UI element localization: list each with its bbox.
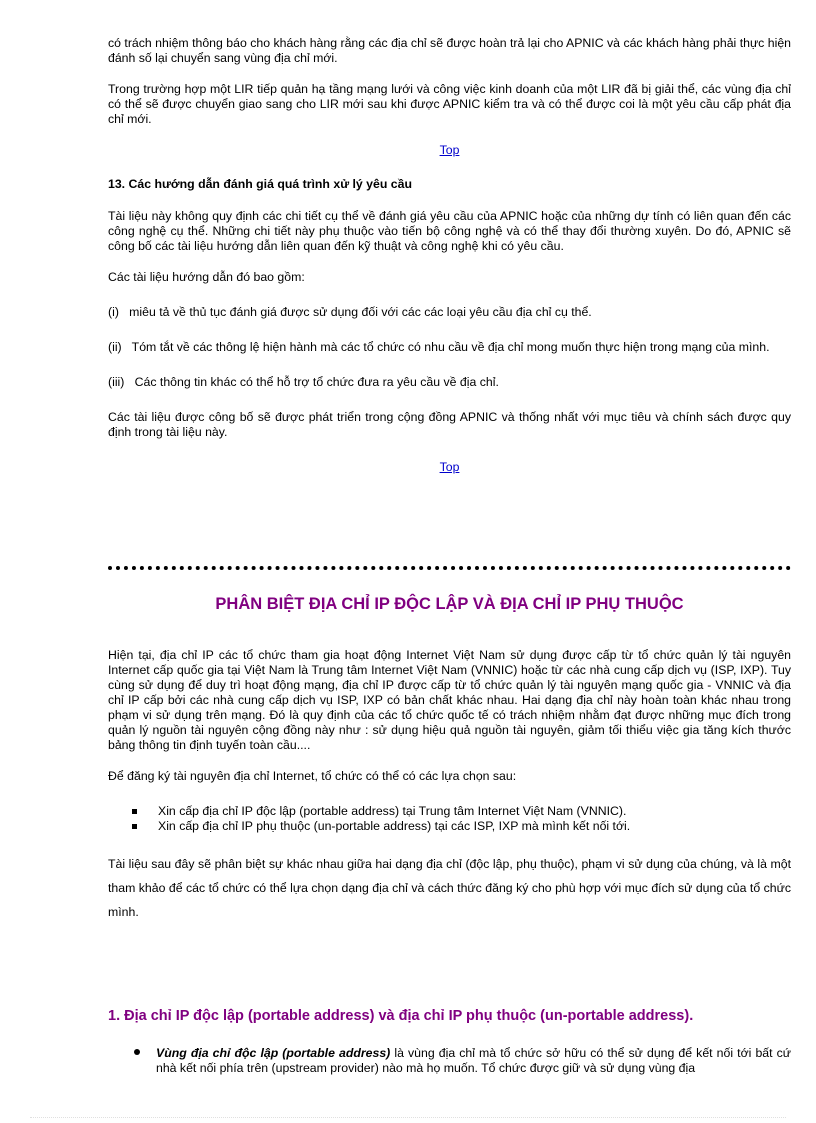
top-link[interactable]: Top [439,460,460,474]
page-bottom-border [30,1117,786,1118]
upper-section [108,36,791,475]
bullet-body: là vùng địa chỉ mà tổ chức sở hữu có thể sử dụng để kết nối tới bất cứ nhà kết nối phía trên (upstream provider) nào mà họ muốn. Tổ chức được giữ và sử dụng vùng địa [156,1046,792,1075]
section-13-heading: 13. Các hướng dẫn đánh giá quá trình xử lý yêu cầu [108,177,412,191]
bullet-portable-definition [156,1046,791,1076]
paragraph-publication: Các tài liệu được công bố sẽ được phát triển trong cộng đồng APNIC và thống nhất với mục tiêu và chính sách được quy định trong tài liệu này. [108,410,791,439]
top-link-container-2 [108,460,791,475]
paragraph-guidelines: Tài liệu này không quy định các chi tiết cụ thể về đánh giá yêu cầu của APNIC hoặc của những dự tính có liên quan đến các công nghệ cụ thể. Những chi tiết này phụ thuộc vào tiến bộ công nghệ và có thể thay đổi thường xuyên. Do đó, APNIC sẽ công bố các tài liệu hướng dẫn liên quan đến kỹ thuật và công nghệ khi có yêu cầu. [108,209,791,253]
bullet-icon [134,1049,140,1055]
main-section [108,648,791,924]
top-link-container-1 [108,143,791,158]
paragraph-guidelines-include: Các tài liệu hướng dẫn đó bao gồm: [108,270,305,284]
list-item-iii: (iii) Các thông tin khác có thể hỗ trợ tổ chức đưa ra yêu cầu về địa chỉ. [108,375,499,389]
options-list [108,804,791,834]
top-link[interactable]: Top [439,143,460,157]
page-title: PHÂN BIỆT ĐỊA CHỈ IP ĐỘC LẬP VÀ ĐỊA CHỈ IP PHỤ THUỘC [215,595,684,613]
list-item-ii: (ii) Tóm tắt về các thông lệ hiện hành mà các tổ chức có nhu cầu về địa chỉ mong muốn thực hiện trong mạng của mình. [108,340,770,354]
list-item-i: (i) miêu tả về thủ tục đánh giá được sử dụng đối với các các loại yêu cầu địa chỉ cụ thể. [108,305,592,319]
bullet-term: Vùng địa chỉ độc lập (portable address) [156,1046,391,1060]
paragraph-lir-takeover: Trong trường hợp một LIR tiếp quản hạ tầng mạng lưới và công việc kinh doanh của một LIR đã bị giải thể, các vùng địa chỉ có thể sẽ được chuyển giao sang cho LIR mới sau khi được APNIC kiểm tra và có thể được coi là một yêu cầu cấp phát địa chỉ mới. [108,82,791,126]
paragraph-closing: Tài liệu sau đây sẽ phân biệt sự khác nhau giữa hai dạng địa chỉ (độc lập, phụ thuộc), phạm vi sử dụng của chúng, và là một tham khảo để các tổ chức có thể lựa chọn dạng địa chỉ và cách thức đăng ký cho phù hợp với mục đích sử dụng của tổ chức mình. [108,857,791,919]
dotted-divider [108,566,791,570]
paragraph-intro: Hiện tại, địa chỉ IP các tổ chức tham gia hoạt động Internet Việt Nam sử dụng được cấp từ tổ chức quản lý tài nguyên Internet cấp quốc gia tại Việt Nam là Trung tâm Internet Việt Nam (VNNIC) hoặc từ các nhà cung cấp dịch vụ (ISP, IXP). Tuy cùng sử dụng để duy trì hoạt động mạng, địa chỉ IP được cấp từ tổ chức quản lý tài nguyên mạng quốc gia - VNNIC và địa chỉ IP cấp bởi các nhà cung cấp dịch vụ ISP, IXP có bản chất khác nhau. Hai dạng địa chỉ này hoàn toàn khác nhau trong phạm vi sử dụng trên mạng. Đó là quy định của các tổ chức quốc tế có trách nhiệm nhằm đạt được những mục đích trong quản lý nguồn tài nguyên cộng đồng này như : sử dụng hiệu quả nguồn tài nguyên, giảm tối thiểu việc gia tăng kích thước bảng thông tin định tuyến toàn cầu.... [108,648,791,752]
subheading-portable-address: 1. Địa chỉ IP độc lập (portable address) và địa chỉ IP phụ thuộc (un-portable address). [108,1008,694,1024]
list-item: Xin cấp địa chỉ IP phụ thuộc (un-portable address) tại các ISP, IXP mà mình kết nối tới. [130,819,791,834]
paragraph-address-return: có trách nhiệm thông báo cho khách hàng rằng các địa chỉ sẽ được hoàn trả lại cho APNIC và các khách hàng phải thực hiện đánh số lại chuyển sang vùng địa chỉ mới. [108,36,791,65]
list-item: Xin cấp địa chỉ IP độc lập (portable address) tại Trung tâm Internet Việt Nam (VNNIC). [130,804,791,819]
paragraph-options-intro: Để đăng ký tài nguyên địa chỉ Internet, tổ chức có thể có các lựa chọn sau: [108,769,517,783]
